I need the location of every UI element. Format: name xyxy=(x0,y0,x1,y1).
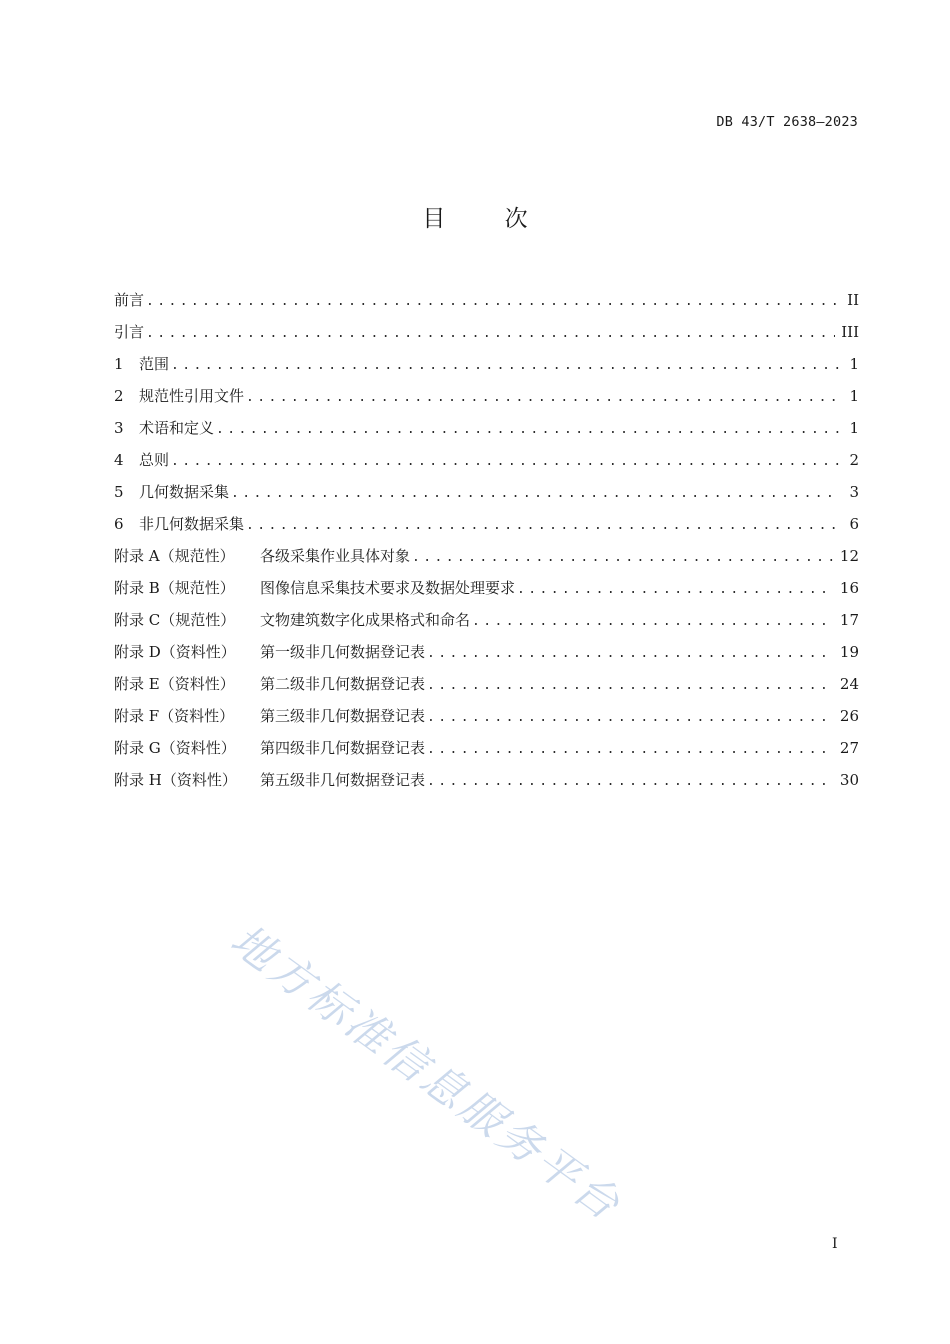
toc-dot-leader xyxy=(146,318,835,350)
table-of-contents xyxy=(114,284,859,796)
toc-title xyxy=(0,200,950,233)
toc-entry-label: 第四级非几何数据登记表 xyxy=(260,739,426,757)
toc-dot-leader xyxy=(427,766,834,798)
toc-entry-number: 1 xyxy=(114,355,124,373)
toc-entry-label: 各级采集作业具体对象 xyxy=(260,547,411,565)
toc-title-char: 目 xyxy=(422,206,446,232)
toc-dot-leader xyxy=(231,478,839,510)
toc-entry[interactable] xyxy=(114,348,859,380)
toc-entry-page: 3 xyxy=(849,483,859,501)
toc-entry[interactable] xyxy=(114,380,859,412)
toc-entry-page: 24 xyxy=(839,675,859,693)
watermark: 地方标准信息服务平台 xyxy=(221,915,631,1232)
toc-entry-page: 19 xyxy=(839,643,859,661)
toc-dot-leader xyxy=(216,414,839,446)
document-code: DB 43/T 2638—2023 xyxy=(716,114,858,130)
toc-entry-label: 第二级非几何数据登记表 xyxy=(260,675,426,693)
toc-entry-label: 引言 xyxy=(114,323,145,341)
toc-entry-page: 26 xyxy=(839,707,859,725)
toc-entry-label: 几何数据采集 xyxy=(139,483,230,501)
toc-entry[interactable] xyxy=(114,668,859,700)
toc-entry-page: 1 xyxy=(849,387,859,405)
toc-entry-number: 3 xyxy=(114,419,124,437)
toc-dot-leader xyxy=(146,286,839,318)
toc-entry-appendix-prefix: 附录 G（资料性） xyxy=(114,739,236,757)
toc-entry[interactable] xyxy=(114,316,859,348)
toc-entry-number: 2 xyxy=(114,387,124,405)
toc-entry-label: 第三级非几何数据登记表 xyxy=(260,707,426,725)
toc-dot-leader xyxy=(171,446,839,478)
toc-entry-appendix-prefix: 附录 F（资料性） xyxy=(114,707,235,725)
toc-dot-leader xyxy=(412,542,834,574)
toc-dot-leader xyxy=(517,574,834,606)
toc-entry-page: II xyxy=(847,291,859,309)
toc-entry-page: 1 xyxy=(849,419,859,437)
toc-entry[interactable] xyxy=(114,540,859,572)
toc-entry-label: 文物建筑数字化成果格式和命名 xyxy=(260,611,471,629)
toc-entry-appendix-prefix: 附录 B（规范性） xyxy=(114,579,235,597)
toc-entry-number: 5 xyxy=(114,483,124,501)
toc-dot-leader xyxy=(427,702,834,734)
toc-title-char: 次 xyxy=(504,206,528,232)
toc-entry-page: 27 xyxy=(839,739,859,757)
toc-entry-page: 30 xyxy=(839,771,859,789)
toc-dot-leader xyxy=(427,638,834,670)
toc-entry-page: 16 xyxy=(839,579,859,597)
page-number: I xyxy=(832,1236,838,1252)
toc-entry[interactable] xyxy=(114,444,859,476)
toc-entry-appendix-prefix: 附录 A（规范性） xyxy=(114,547,235,565)
toc-entry[interactable] xyxy=(114,604,859,636)
toc-entry[interactable] xyxy=(114,700,859,732)
toc-dot-leader xyxy=(427,734,834,766)
toc-entry-appendix-prefix: 附录 H（资料性） xyxy=(114,771,237,789)
toc-entry-page: 12 xyxy=(839,547,859,565)
toc-entry[interactable] xyxy=(114,284,859,316)
toc-entry-label: 总则 xyxy=(139,451,170,469)
toc-entry-page: 2 xyxy=(849,451,859,469)
toc-dot-leader xyxy=(472,606,834,638)
toc-entry-label: 前言 xyxy=(114,291,145,309)
toc-entry-page: 6 xyxy=(849,515,859,533)
toc-entry-number: 6 xyxy=(114,515,124,533)
toc-entry-label: 非几何数据采集 xyxy=(139,515,245,533)
toc-entry-page: 17 xyxy=(839,611,859,629)
toc-entry-label: 图像信息采集技术要求及数据处理要求 xyxy=(260,579,516,597)
toc-entry[interactable] xyxy=(114,572,859,604)
toc-entry-label: 范围 xyxy=(139,355,170,373)
toc-dot-leader xyxy=(246,382,839,414)
toc-entry-page: III xyxy=(841,323,859,341)
toc-entry-appendix-prefix: 附录 E（资料性） xyxy=(114,675,235,693)
toc-entry[interactable] xyxy=(114,764,859,796)
toc-dot-leader xyxy=(427,670,834,702)
toc-entry[interactable] xyxy=(114,636,859,668)
toc-entry-number: 4 xyxy=(114,451,124,469)
toc-dot-leader xyxy=(246,510,839,542)
toc-dot-leader xyxy=(171,350,839,382)
toc-entry-label: 第五级非几何数据登记表 xyxy=(260,771,426,789)
toc-entry-appendix-prefix: 附录 C（规范性） xyxy=(114,611,236,629)
toc-entry-label: 规范性引用文件 xyxy=(139,387,245,405)
toc-entry[interactable] xyxy=(114,732,859,764)
toc-entry-page: 1 xyxy=(849,355,859,373)
toc-entry[interactable] xyxy=(114,476,859,508)
toc-entry[interactable] xyxy=(114,412,859,444)
toc-entry-appendix-prefix: 附录 D（资料性） xyxy=(114,643,236,661)
toc-entry[interactable] xyxy=(114,508,859,540)
toc-entry-label: 术语和定义 xyxy=(139,419,215,437)
toc-entry-label: 第一级非几何数据登记表 xyxy=(260,643,426,661)
